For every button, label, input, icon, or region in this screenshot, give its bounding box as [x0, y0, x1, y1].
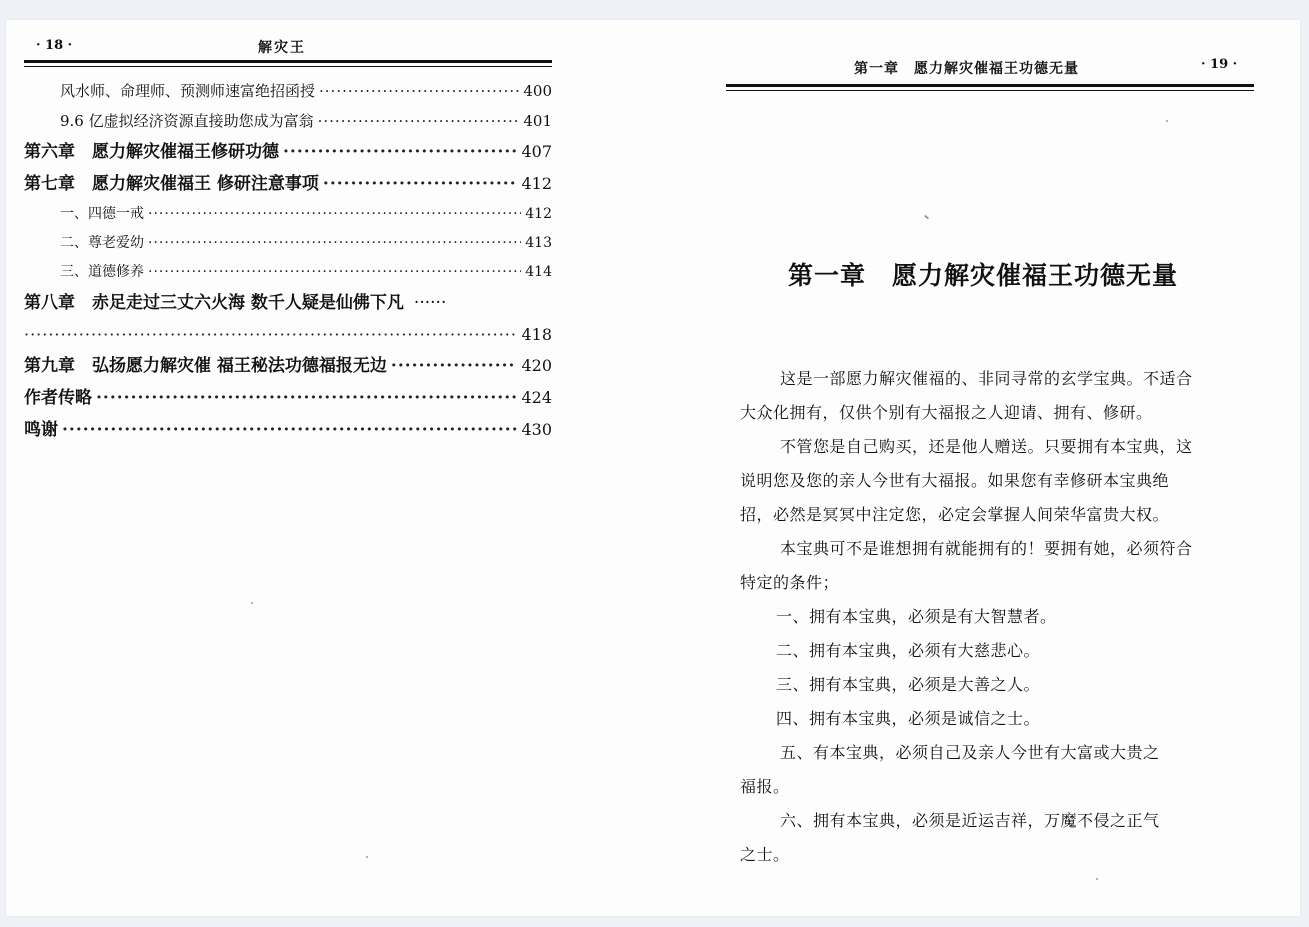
- toc-chapter-entry: [24, 168, 552, 200]
- header-rule-thick: [24, 60, 552, 63]
- paragraph-line: 说明您及您的亲人今世有大福报。如果您有幸修研本宝典绝: [740, 471, 1170, 490]
- list-item: 六、拥有本宝典，必须是近运吉祥，万魔不侵之正气: [780, 811, 1160, 830]
- toc-entry-page: 420: [521, 356, 552, 375]
- list-item: 二、拥有本宝典，必须有大慈悲心。: [776, 641, 1041, 660]
- toc-entry-page: 424: [521, 388, 552, 407]
- header-rule-thin: [726, 90, 1254, 91]
- dot-leader: [62, 414, 517, 446]
- toc-entry-page: 412: [521, 174, 552, 193]
- toc-entry: [24, 106, 552, 136]
- toc-entry-page: 413: [525, 235, 552, 251]
- toc-entry-page: 407: [521, 142, 552, 161]
- toc-entry-page: 430: [521, 420, 552, 439]
- toc-chapter-entry: [24, 382, 552, 414]
- paragraph-line: 福报。: [740, 777, 790, 796]
- paragraph-line: 本宝典可不是谁想拥有就能拥有的！要拥有她，必须符合: [780, 539, 1193, 558]
- dot-leader: [323, 168, 518, 200]
- toc-entry: [24, 76, 552, 106]
- dot-leader: [96, 382, 517, 414]
- toc-entry-page: 418: [521, 325, 552, 344]
- dot-leader: [319, 76, 519, 106]
- toc-chapter-entry: [24, 287, 552, 319]
- dot-leader: [318, 106, 520, 136]
- header-rule-thick: [726, 84, 1254, 87]
- paragraph-line: 这是一部愿力解灾催福的、非同寻常的玄学宝典。不适合: [780, 369, 1193, 388]
- dot-leader: [148, 229, 521, 258]
- right-running-head: 第一章 愿力解灾催福王功德无量: [854, 61, 1079, 77]
- paragraph-line: 不管您是自己购买，还是他人赠送。只要拥有本宝典，这: [780, 437, 1193, 456]
- body-text: [740, 362, 1280, 872]
- paragraph-line: 大众化拥有，仅供个别有大福报之人迎请、拥有、修研。: [740, 403, 1153, 422]
- toc-entry-label: 9.6 亿虚拟经济资源直接助您成为富翁: [60, 112, 314, 130]
- chapter-title: 第一章 愿力解灾催福王功德无量: [788, 261, 1179, 290]
- dot-leader: [148, 258, 521, 287]
- right-page-number: · 19 ·: [1201, 57, 1238, 72]
- toc-entry-label: 风水师、命理师、预测师速富绝招函授: [60, 82, 316, 100]
- dot-leader: [391, 350, 518, 382]
- left-running-title: 解灾王: [258, 40, 306, 56]
- toc-entry-label: 三、道德修养: [60, 264, 144, 280]
- toc-chapter-entry: [24, 136, 552, 168]
- scan-speck: [924, 215, 929, 220]
- paragraph-line: 之士。: [740, 845, 790, 864]
- toc-continuation: [24, 319, 552, 350]
- toc-entry-label: 二、尊老爱幼: [60, 235, 144, 251]
- list-item: 一、拥有本宝典，必须是有大智慧者。: [776, 607, 1057, 626]
- header-rule-thin: [24, 66, 552, 67]
- toc-entry-label: 一、四德一戒: [60, 206, 144, 222]
- right-page: [726, 20, 1300, 916]
- dot-leader: [283, 136, 517, 168]
- toc-entry-page: 400: [523, 82, 552, 100]
- paragraph-line: 招，必然是冥冥中注定您，必定会掌握人间荣华富贵大权。: [740, 505, 1170, 524]
- toc-entry-label: 作者传略: [24, 388, 92, 408]
- toc-entry-page: 401: [523, 112, 552, 130]
- toc-chapter-entry: [24, 350, 552, 382]
- book-spread: [6, 20, 1300, 916]
- toc-entry: [24, 229, 552, 258]
- dot-leader: [24, 319, 517, 350]
- left-page-number: · 18 ·: [36, 38, 73, 53]
- toc-entry: [24, 200, 552, 229]
- toc-entry: [24, 258, 552, 287]
- scan-speck: [1166, 120, 1168, 122]
- scan-speck: [1096, 878, 1098, 880]
- toc-entry-label: 第八章 赤足走过三丈六火海 数千人疑是仙佛下凡: [24, 293, 404, 313]
- toc-entry-label: 第七章 愿力解灾催福王 修研注意事项: [24, 174, 319, 194]
- toc-entry-page: 412: [525, 206, 552, 222]
- left-page: [6, 20, 566, 916]
- toc-entry-page: 414: [525, 264, 552, 280]
- dot-leader: ······: [413, 293, 447, 313]
- scan-speck: [366, 856, 368, 858]
- list-item: 五、有本宝典，必须自己及亲人今世有大富或大贵之: [780, 743, 1160, 762]
- toc-chapter-entry: [24, 414, 552, 446]
- toc-entry-label: 第六章 愿力解灾催福王修研功德: [24, 142, 279, 162]
- list-item: 四、拥有本宝典，必须是诚信之士。: [776, 709, 1041, 728]
- paragraph-line: 特定的条件；: [740, 573, 840, 592]
- toc-entry-label: 鸣谢: [24, 420, 58, 440]
- list-item: 三、拥有本宝典，必须是大善之人。: [776, 675, 1041, 694]
- scan-speck: [251, 602, 253, 604]
- dot-leader: [148, 200, 521, 229]
- table-of-contents: [24, 76, 552, 446]
- toc-entry-label: 第九章 弘扬愿力解灾催 福王秘法功德福报无边: [24, 356, 387, 376]
